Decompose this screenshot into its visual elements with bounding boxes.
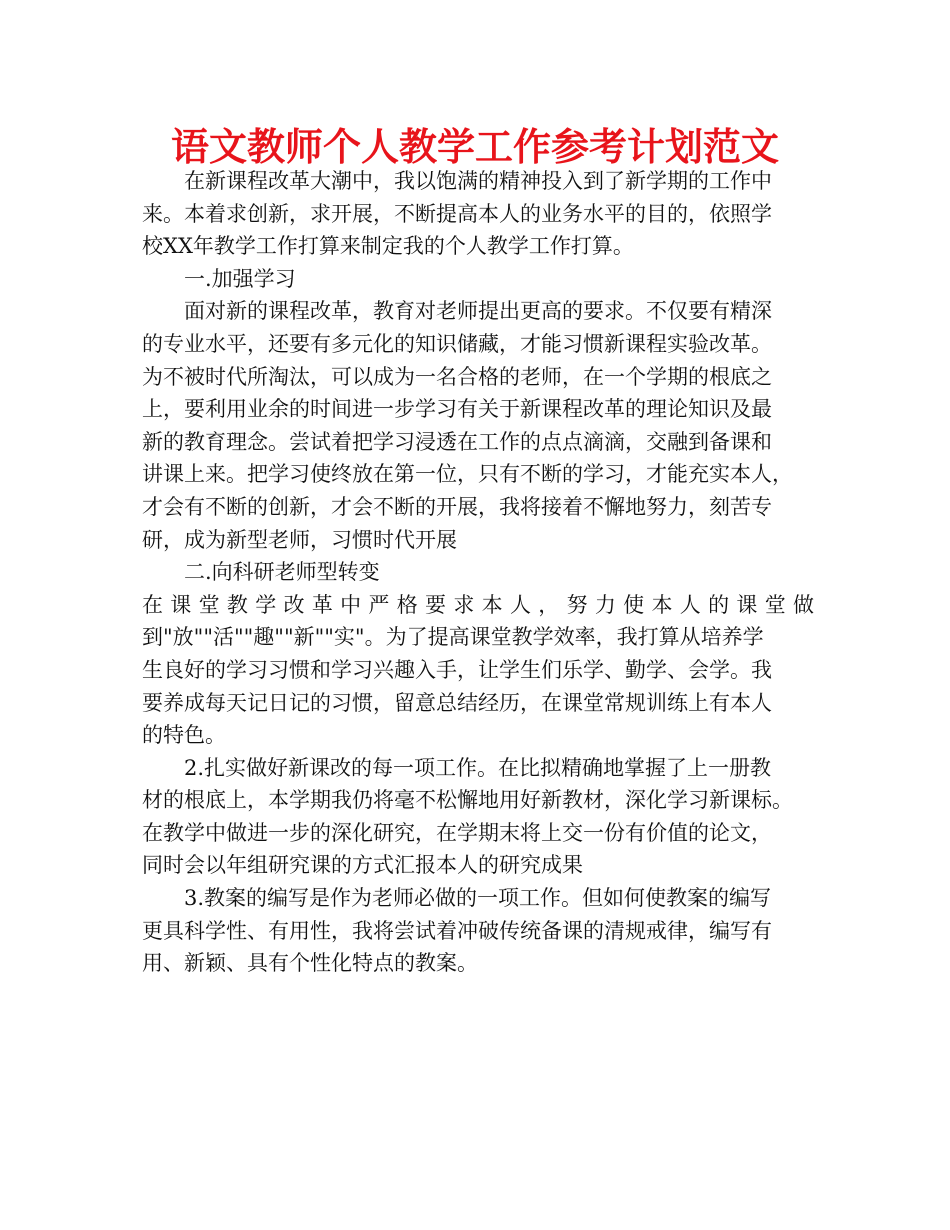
paragraph-line: 为不被时代所淘汰，可以成为一名合格的老师，在一个学期的根底之 [142, 364, 772, 389]
paragraph-line: 用、新颖、具有个性化特点的教案。 [142, 951, 478, 976]
paragraph-line: 在教学中做进一步的深化研究，在学期末将上交一份有价值的论文， [142, 820, 772, 845]
paragraph-line: 面对新的课程改革，教育对老师提出更高的要求。不仅要有精深 [184, 299, 772, 324]
paragraph-line: 才会有不断的创新，才会不断的开展，我将接着不懈地努力，刻苦专 [142, 494, 772, 519]
paragraph-line: 材的根底上，本学期我仍将毫不松懈地用好新教材，深化学习新课标。 [142, 788, 793, 813]
paragraph-line: 在新课程改革大潮中，我以饱满的精神投入到了新学期的工作中 [184, 169, 772, 193]
paragraph-line: 新的教育理念。尝试着把学习浸透在工作的点点滴滴，交融到备课和 [142, 429, 772, 454]
paragraph-line: 3.教案的编写是作为老师必做的一项工作。但如何使教案的编写 [184, 886, 772, 911]
paragraph-line: 要养成每天记日记的习惯，留意总结经历，在课堂常规训练上有本人 [142, 690, 772, 715]
paragraph-line: 的特色。 [142, 723, 226, 748]
paragraph-line: 上，要利用业余的时间进一步学习有关于新课程改革的理论知识及最 [142, 397, 772, 422]
section-heading: 一.加强学习 [184, 266, 296, 291]
paragraph-line: 讲课上来。把学习使终放在第一位，只有不断的学习，才能充实本人， [142, 462, 793, 487]
paragraph-line: 来。本着求创新，求开展，不断提高本人的业务水平的目的，依照学 [142, 201, 772, 226]
paragraph-line: 的专业水平，还要有多元化的知识储藏，才能习惯新课程实验改革。 [142, 331, 772, 356]
paragraph-line: 同时会以年组研究课的方式汇报本人的研究成果 [142, 853, 583, 878]
document-body [142, 165, 814, 980]
paragraph-line: 校XX年教学工作打算来制定我的个人教学工作打算。 [142, 234, 634, 259]
document-title: 语文教师个人教学工作参考计划范文 [170, 125, 779, 169]
paragraph-line: 在课堂教学改革中严格要求本人，努力使本人的课堂做 [142, 592, 814, 617]
section-heading: 二.向科研老师型转变 [184, 560, 380, 585]
paragraph-line: 研，成为新型老师，习惯时代开展 [142, 527, 457, 552]
paragraph-line: 到"放""活""趣""新""实"。为了提高课堂教学效率，我打算从培养学 [142, 625, 764, 650]
paragraph-line: 更具科学性、有用性，我将尝试着冲破传统备课的清规戒律，编写有 [142, 918, 772, 943]
paragraph-line: 生良好的学习习惯和学习兴趣入手，让学生们乐学、勤学、会学。我 [142, 657, 772, 682]
paragraph-line: 2.扎实做好新课改的每一项工作。在比拟精确地掌握了上一册教 [184, 755, 772, 780]
